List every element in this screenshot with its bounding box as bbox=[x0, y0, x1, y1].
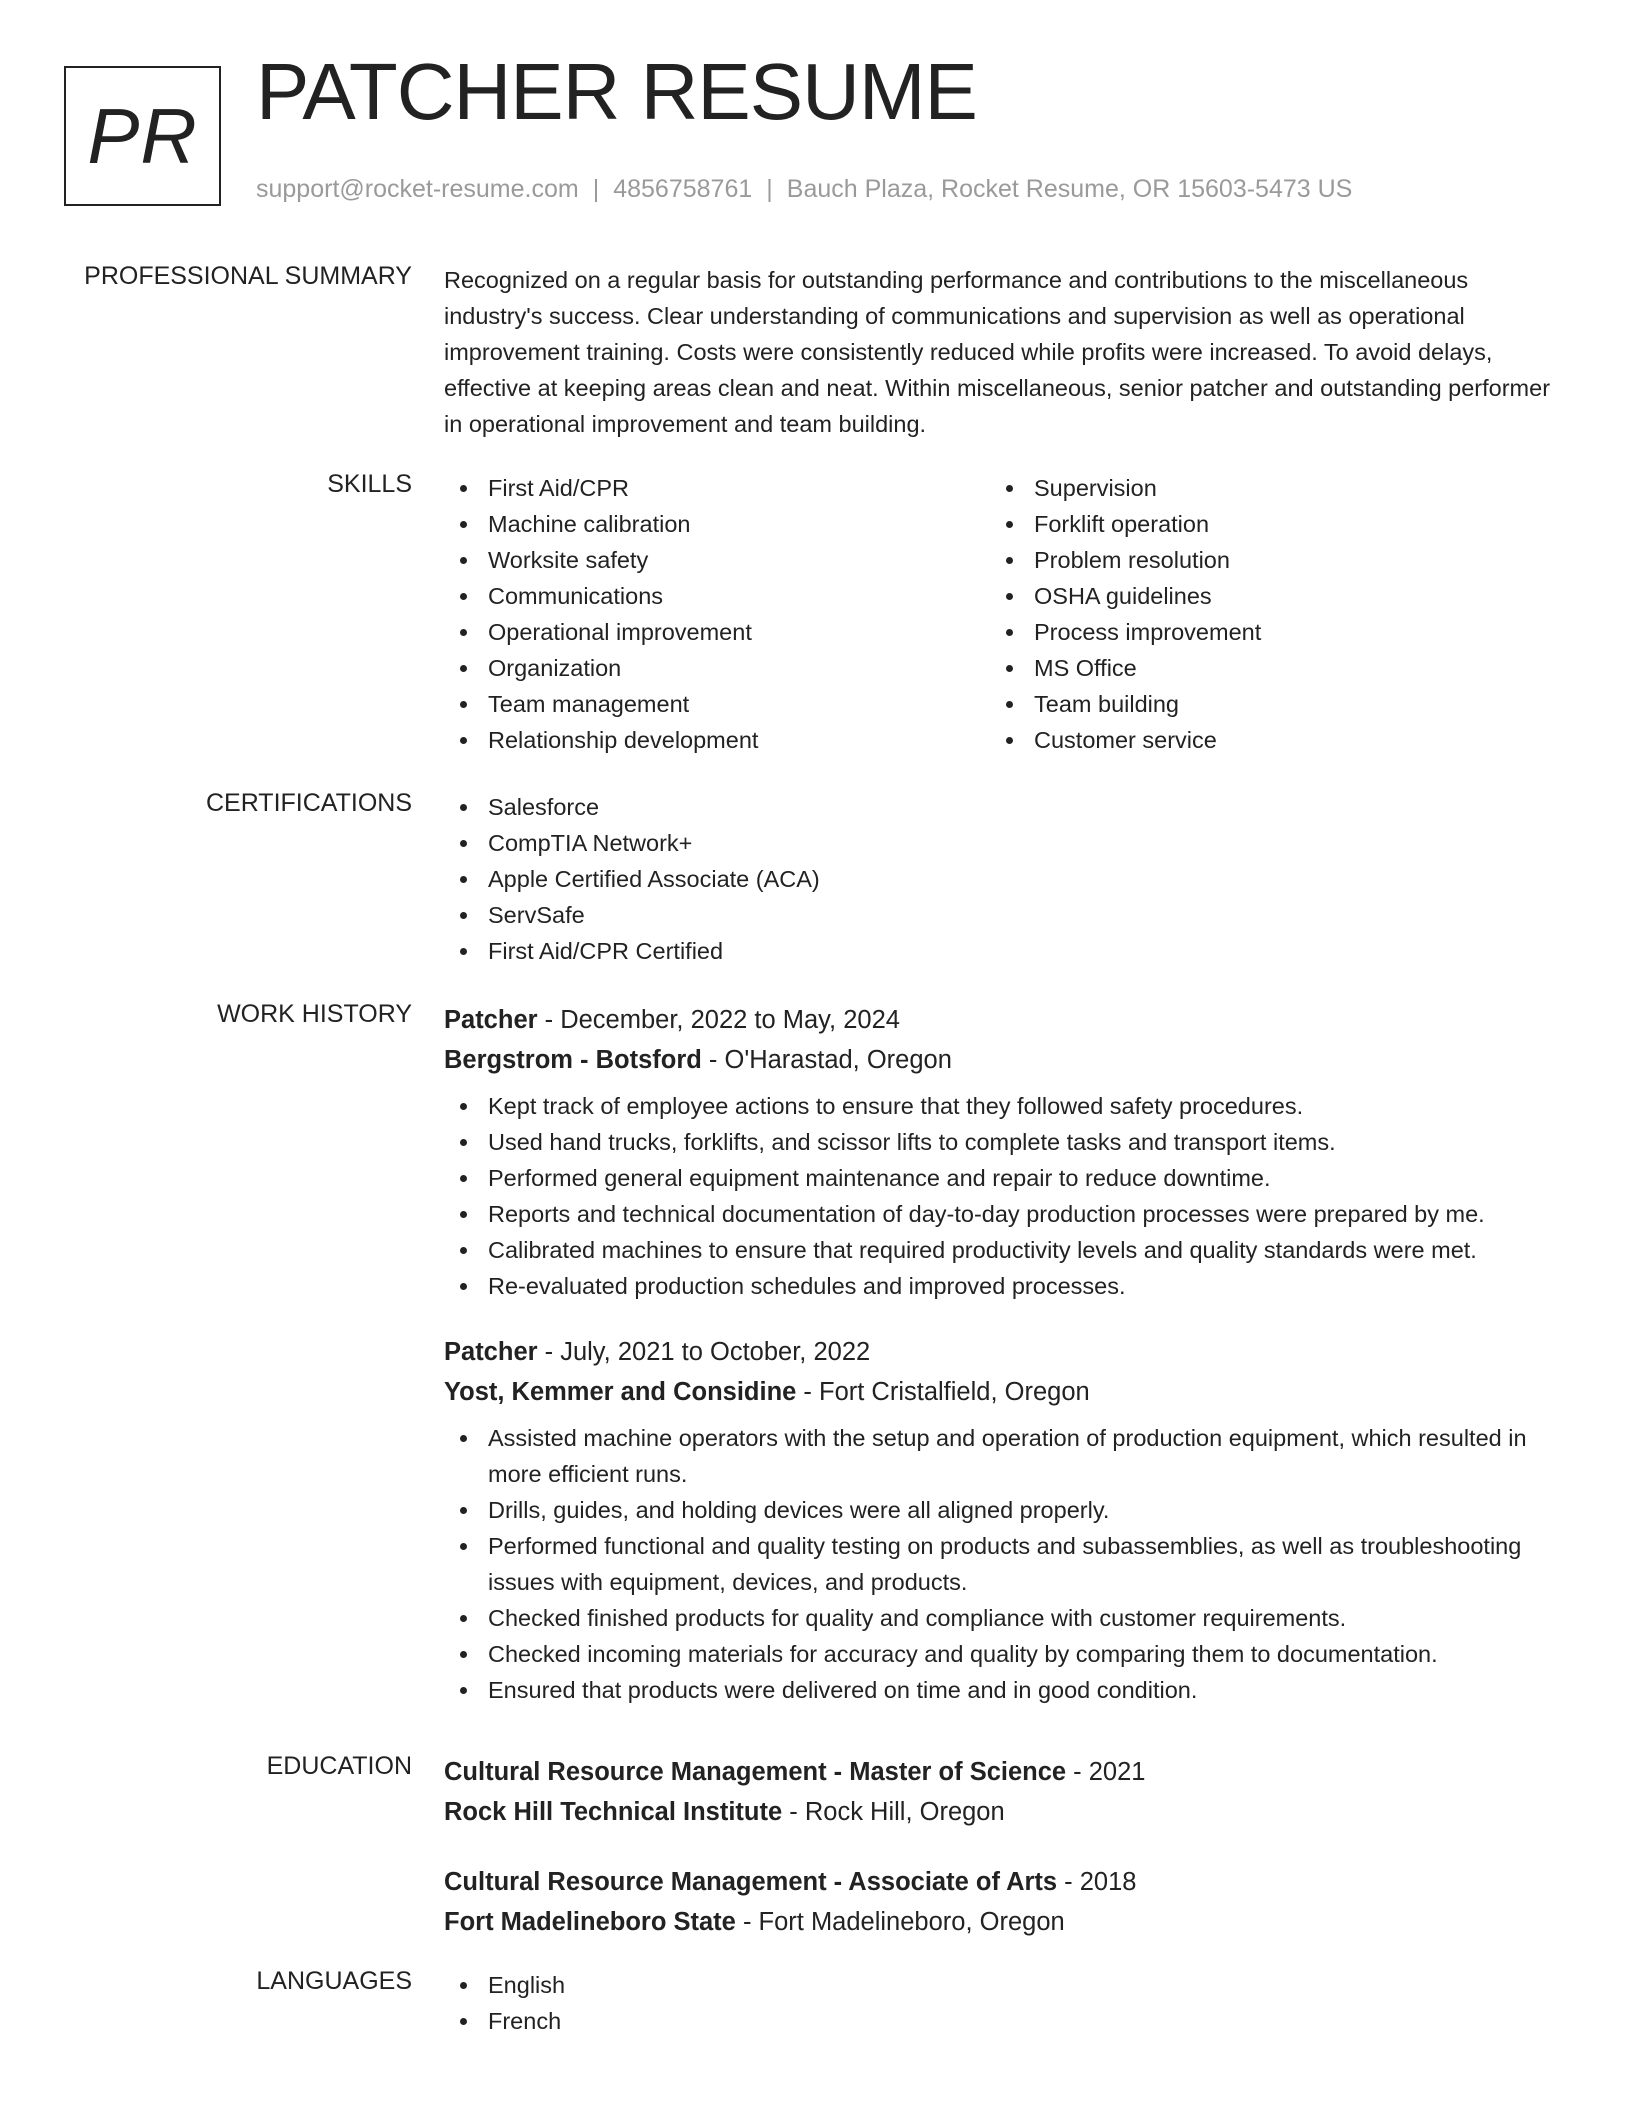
skill-item: Problem resolution bbox=[990, 542, 1536, 578]
certification-item: ServSafe bbox=[444, 897, 1564, 933]
job-duties-list bbox=[444, 1088, 1564, 1304]
resume-name: PATCHER RESUME bbox=[256, 47, 977, 136]
language-item: English bbox=[444, 1967, 1564, 2003]
job-dates: - December, 2022 to May, 2024 bbox=[537, 1006, 900, 1034]
education-location: - Fort Madelineboro, Oregon bbox=[735, 1908, 1065, 1936]
job-company-line bbox=[444, 1372, 1564, 1412]
skill-item: Communications bbox=[444, 578, 990, 614]
job-duty: Calibrated machines to ensure that required productivity levels and quality standards were met. bbox=[444, 1232, 1564, 1268]
education-entry bbox=[444, 1752, 1564, 1832]
summary-text: Recognized on a regular basis for outstanding performance and contributions to the miscellaneous industry's success. Clear understanding of communications and supervision as well as operational improvement training. Costs were consistently reduced while profits were increased. To avoid delays, effective at keeping areas clean and neat. Within miscellaneous, senior patcher and outstanding performer in operational improvement and team building. bbox=[444, 267, 1551, 437]
job-duty: Ensured that products were delivered on time and in good condition. bbox=[444, 1672, 1564, 1708]
job-location: - Fort Cristalfield, Oregon bbox=[796, 1378, 1090, 1406]
section-label-work-history: WORK HISTORY bbox=[217, 1000, 412, 1028]
skills-list-left bbox=[444, 470, 990, 758]
job-duty: Checked incoming materials for accuracy and quality by comparing them to documentation. bbox=[444, 1636, 1564, 1672]
job-title-line bbox=[444, 1332, 1564, 1372]
education-location: - Rock Hill, Oregon bbox=[782, 1798, 1005, 1826]
education-degree-line bbox=[444, 1752, 1564, 1792]
certification-item: CompTIA Network+ bbox=[444, 825, 1564, 861]
education-year: - 2018 bbox=[1057, 1868, 1137, 1896]
skill-item: OSHA guidelines bbox=[990, 578, 1536, 614]
job-company: Yost, Kemmer and Considine bbox=[444, 1378, 797, 1406]
skills-list-right bbox=[990, 470, 1536, 758]
contact-separator: | bbox=[766, 175, 773, 203]
section-label-languages: LANGUAGES bbox=[256, 1967, 412, 1995]
skill-item: MS Office bbox=[990, 650, 1536, 686]
skill-item: Relationship development bbox=[444, 722, 990, 758]
job-duty: Used hand trucks, forklifts, and scissor lifts to complete tasks and transport items. bbox=[444, 1124, 1564, 1160]
job-duty: Assisted machine operators with the setup and operation of production equipment, which resulted in more efficient runs. bbox=[444, 1420, 1564, 1492]
education-school-line bbox=[444, 1792, 1564, 1832]
skill-item: Forklift operation bbox=[990, 506, 1536, 542]
education-school: Fort Madelineboro State bbox=[444, 1908, 736, 1936]
education-school: Rock Hill Technical Institute bbox=[444, 1798, 783, 1826]
education-degree-line bbox=[444, 1862, 1564, 1902]
job-dates: - July, 2021 to October, 2022 bbox=[537, 1338, 871, 1366]
job-entry bbox=[444, 1000, 1564, 1304]
job-duty: Performed functional and quality testing on products and subassemblies, as well as troubleshooting issues with equipment, devices, and products. bbox=[444, 1528, 1564, 1600]
certifications-list bbox=[444, 789, 1564, 969]
job-duty: Kept track of employee actions to ensure that they followed safety procedures. bbox=[444, 1088, 1564, 1124]
education-school-line bbox=[444, 1902, 1564, 1942]
skill-item: Machine calibration bbox=[444, 506, 990, 542]
job-duty: Reports and technical documentation of day-to-day production processes were prepared by me. bbox=[444, 1196, 1564, 1232]
job-entry bbox=[444, 1332, 1564, 1708]
certification-item: Apple Certified Associate (ACA) bbox=[444, 861, 1564, 897]
skill-item: Operational improvement bbox=[444, 614, 990, 650]
language-item: French bbox=[444, 2003, 1564, 2039]
section-label-skills: SKILLS bbox=[327, 470, 412, 498]
contact-phone[interactable]: 4856758761 bbox=[613, 175, 753, 203]
job-duty: Drills, guides, and holding devices were all aligned properly. bbox=[444, 1492, 1564, 1528]
job-title-line bbox=[444, 1000, 1564, 1040]
monogram-logo: PR bbox=[64, 66, 221, 206]
education-year: - 2021 bbox=[1066, 1758, 1146, 1786]
job-title: Patcher bbox=[444, 1338, 538, 1366]
section-label-education: EDUCATION bbox=[266, 1752, 412, 1780]
certification-item: First Aid/CPR Certified bbox=[444, 933, 1564, 969]
skill-item: Process improvement bbox=[990, 614, 1536, 650]
job-duty: Checked finished products for quality and compliance with customer requirements. bbox=[444, 1600, 1564, 1636]
languages-list bbox=[444, 1967, 1564, 2039]
skill-item: Customer service bbox=[990, 722, 1536, 758]
education-entry bbox=[444, 1862, 1564, 1942]
job-duties-list bbox=[444, 1420, 1564, 1708]
job-company: Bergstrom - Botsford bbox=[444, 1046, 702, 1074]
skill-item: Team building bbox=[990, 686, 1536, 722]
section-label-certifications: CERTIFICATIONS bbox=[205, 789, 412, 817]
section-label-summary: PROFESSIONAL SUMMARY bbox=[84, 262, 412, 290]
contact-separator: | bbox=[592, 175, 600, 203]
job-company-line bbox=[444, 1040, 1564, 1080]
job-duty: Re-evaluated production schedules and improved processes. bbox=[444, 1268, 1564, 1304]
skill-item: Organization bbox=[444, 650, 990, 686]
skill-item: Worksite safety bbox=[444, 542, 990, 578]
job-title: Patcher bbox=[444, 1006, 538, 1034]
contact-email[interactable]: support@rocket-resume.com bbox=[256, 175, 579, 203]
job-location: - O'Harastad, Oregon bbox=[701, 1046, 952, 1074]
skill-item: First Aid/CPR bbox=[444, 470, 990, 506]
job-duty: Performed general equipment maintenance and repair to reduce downtime. bbox=[444, 1160, 1564, 1196]
certification-item: Salesforce bbox=[444, 789, 1564, 825]
education-degree: Cultural Resource Management - Associate of Arts bbox=[444, 1868, 1058, 1896]
skill-item: Supervision bbox=[990, 470, 1536, 506]
contact-address: Bauch Plaza, Rocket Resume, OR 15603-5473 US bbox=[786, 175, 1353, 203]
education-degree: Cultural Resource Management - Master of Science bbox=[444, 1758, 1067, 1786]
skill-item: Team management bbox=[444, 686, 990, 722]
contact-line bbox=[256, 175, 1352, 204]
